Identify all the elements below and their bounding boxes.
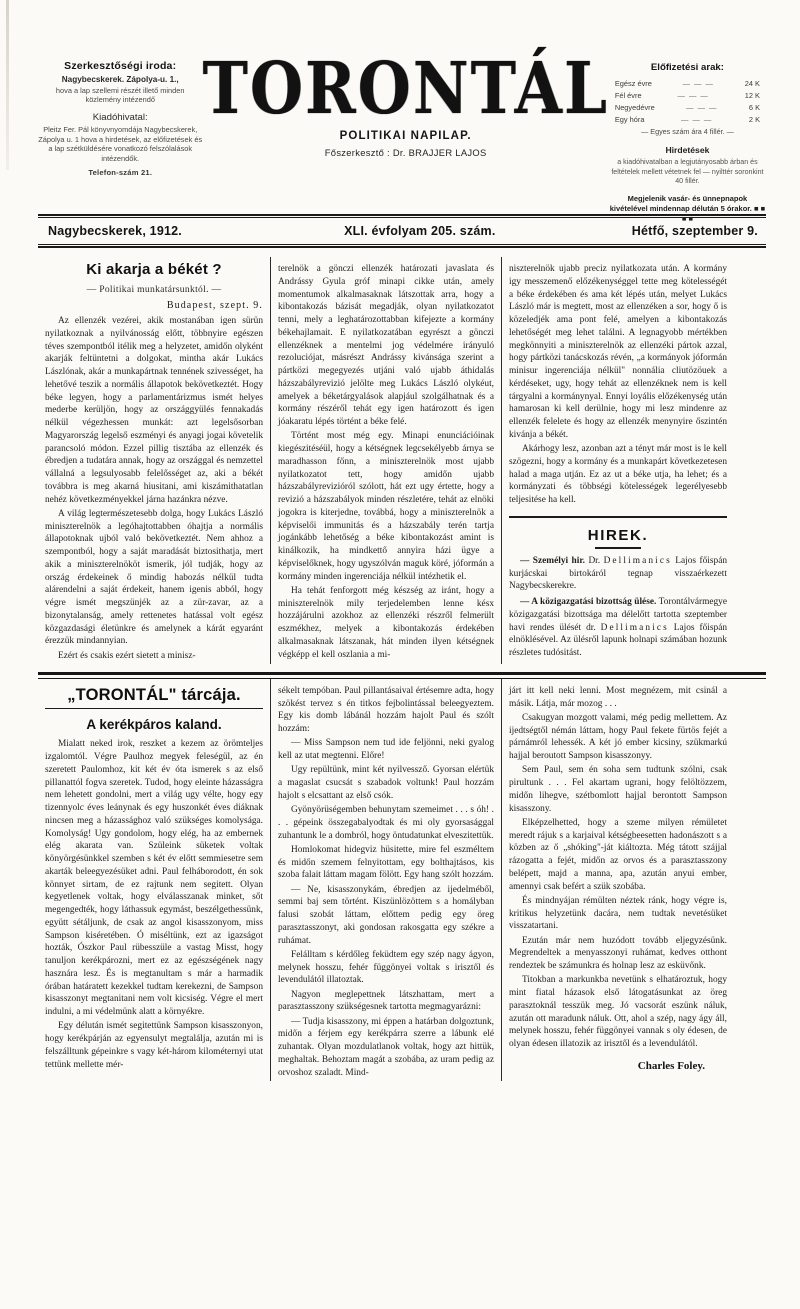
lead-paragraph: niszterelnök ujabb preciz nyilatkozata után. A kormány igy messzemenő előzékenységgel tette meg kötelességét a béke érdekében és ama két lépés után, melyet Lukács László már is megtett, most az ellenzéken a sor, hogy ő is közeledjék ama pont felé, amelyen a kibontakozás lehetőségét meg lehet találni. A legnagyobb mértékben megkönnyiti a miniszterelnök az ellenzéki pártok azzal, hogy pártközi tanácskozás révén, „a kormányok jóformán minisur ingerenciája nélkül" nonnália cliutözöuek a kérdéseket, ugy, hogy tehát az ellenzéknek nem is kell tárgyalni a kormánynyal. Ennyi loyális előzékenység után hamarosan ki kell derülnie, hogy mi lesz mindenre az ellenzék felelete és hogy az ellenzék menynyire őszintén kivánja a békét. bbox=[509, 264, 727, 440]
lead-headline: Ki akarja a békét ? bbox=[86, 261, 222, 278]
price-row bbox=[609, 102, 766, 114]
editorial-address: Nagybecskerek. Zápolya-u. 1., bbox=[61, 74, 179, 84]
feuilleton-paragraph: Gyönyörüségemben behunytam szemeimet . . . s óh! . . . gépeink összegabalyodtak és mi oly gyorsasággal zuhantunk le a dombról, hogy öntudatunkat elveszitettük. bbox=[278, 805, 494, 841]
feuilleton-column-3 bbox=[502, 679, 734, 1081]
news-section-rule bbox=[509, 516, 727, 518]
price-period: Egy hóra bbox=[614, 115, 645, 125]
feuilleton-paragraph: Homlokomat hidegviz hüsitette, mire fel eszméltem és midőn szemem felnyitottam, egy bolthajtásos, kis szoba falait láttam magam fölött. Egy hang szólt hozzám. bbox=[278, 844, 494, 881]
subscription-label: Előfizetési arak: bbox=[650, 62, 724, 73]
paper-title: TORONTÁL bbox=[202, 48, 609, 131]
news-item-lead: — Személyi hir. bbox=[520, 555, 585, 566]
advertisements-note: a kiadóhivatalban a legjutányosabb árban és feltételek mellett vétetnek fel — nyilttér soronkint 40 fillér. bbox=[611, 158, 764, 185]
lead-paragraph: Ha tehát fenforgott még készség az iránt, hogy a miniszterelnök mily terjedelemben lenne késx hozzájárulni azokhoz az ellenzéki részről felmerült eszmékhez, melyek a kibontakozás érdekében alkalmasaknak látszanak, hát minden ilyen kétségnek végképp el kell oszlania a mi- bbox=[278, 585, 494, 660]
weekday-and-date: Hétfő, szeptember 9. bbox=[631, 224, 758, 238]
column-3 bbox=[502, 257, 734, 664]
price-dots: — — — bbox=[682, 78, 714, 88]
place-and-year: Nagybecskerek, 1912. bbox=[48, 224, 182, 238]
news-section-underline bbox=[595, 547, 641, 549]
feuilleton-paragraph: — Miss Sampson nem tud ide feljönni, neki gyalog kell az utat megtenni. Előre! bbox=[278, 738, 494, 762]
feuilleton-paragraph: Sem Paul, sem én soha sem tudtunk szólni, csak pirultunk . . . Fel akartam ugrani, hogy felöltözzem, midőn lihegve, szétbomlott hajjal berontott Sampson kisasszony. bbox=[509, 765, 727, 814]
news-item-text: Dr. Dellimanics Lajos főispán kurjácskai birtokáról tegnap visszaérkezett Nagybecskerekre. bbox=[509, 555, 728, 592]
price-period: Negyedévre bbox=[614, 102, 655, 112]
column-1 bbox=[38, 257, 270, 664]
editorial-office-label: Szerkesztőségi iroda: bbox=[64, 60, 177, 72]
feuilleton-paragraph: járt itt kell neki lenni. Most megnézem, mit csinál a másik. Látja, már mozog . . . bbox=[509, 685, 727, 709]
publisher-lines: Pleitz Fer. Pál könyvnyomdája Nagybecskerek, Zápolya u. 1 hova a hirdetések, az előfizetések és a lap szétküldésére vonatkozó felszólalások intézendők. bbox=[38, 125, 203, 163]
datebar-rule-bottom bbox=[38, 244, 766, 248]
lead-paragraph: A világ legtermészetesebb dolga, hogy Lukács László miniszterelnök a legóhajtottabben óhajtja a normális állapotoknak ujból való bekövetkeztét. Nem ahhoz a szempontból, hogy a saját maradását biztosithatja, mert akik a miniszterelnököt ismerik, jól tudják, hogy az ország érdekeinek ő mindig habozás nélkül tudta alárendelni a saját érdekeit, hanem igenis abból, hogy végre ismét megszünjék az a zür-zavar, az a bizonytalanság, amely rettenetes hatással volt egész közgazdasági életünkre és amelynek a kárát egyaránt érezzük mindannyian. bbox=[45, 508, 263, 647]
feuilleton-paragraph: Csakugyan mozgott valami, még pedig mellettem. Az ijedtségtől némán láttam, hogy Paul fekete fürtös fejét a párnámról lehessék. A két jó ember kicsiny, szükmarkú hajjal beroutott Sampson kisasszonyy. bbox=[509, 712, 727, 762]
price-amount: 6 K bbox=[748, 102, 760, 112]
news-item bbox=[509, 596, 727, 660]
feuilleton-paragraph: Egy délután ismét segitettünk Sampson kisasszonyon, hogy kerékpárján az egyensulyt megtalálja, azután mi is felszálltunk gépeinkre s vagy két-három kilométernyi utat tettünk mellette mér- bbox=[45, 1021, 263, 1070]
scan-edge-artifact bbox=[6, 0, 9, 170]
lead-paragraph: Ezért és csakis ezért sietett a minisz- bbox=[58, 650, 196, 661]
price-period: Fél évre bbox=[614, 90, 642, 100]
lead-paragraph: terelnök a gönczi ellenzék határozati javaslata és Andrássy Gyula gróf minapi cikke után, amely momentumok alkalmasaknak látszottak arra, hogy a kibontakozás bázisát megadják, olyan nyilatkozatot tenni, mely a leghatározottabban kifejezte a kormány békehajlamait. E nyilatkozatában egyrészt a gönczi ellenzéknek a mentelmi jog védelmére irányuló rezoluciójat, másrészt Andrássy kivánsága szerint a pártközi megegyezés utjáni való ujabb áthidalás házszabályrevizió jelölte meg Lukács László olykéut, amelyek a béketárgyalások alapjául szolgálhatnak és a kormány részéről tehát egy igen határozott és igen jóakaratu lépés történt a béke felé. bbox=[278, 264, 494, 427]
news-item-text: Torontálvármegye közigazgatási bizottsága ma délelőtt tartotta szeptember havi rendes ülését dr. Dellimanics Lajos főispán elnöklésével. Az ülésről lapunk holnapi számában hozunk részletes tudósitást. bbox=[509, 597, 728, 658]
feuilleton-separator bbox=[38, 672, 766, 679]
feuilleton-paragraph: Titokban a markunkba nevetünk s elhatároztuk, hogy mint fiatal házasok első látogatásunkat az öreg parasztoknál tesszük meg. Jó vacsorát eszünk náluk, azután ott maradunk náluk. Ott, ahol a szép, nagy ágy áll, melynek hosszu, fehér függönyei vannak s oly édesen, de olyan édesen illatozik az irisztől és a levendulától. bbox=[509, 975, 727, 1050]
editorial-imprint-block bbox=[38, 52, 202, 178]
feuilleton-columns bbox=[38, 679, 766, 1081]
masthead bbox=[38, 48, 766, 223]
advertisements-label: Hirdetések bbox=[665, 144, 710, 155]
price-row bbox=[609, 90, 766, 102]
feuilleton-paragraph: — Tudja kisasszony, mi éppen a határban dolgoztunk, midőn a férjem egy kerékpárra szerre a lábunk elé zuhantak. Olyan mozdulatlanok voltak, hogy azt hittük, meghaltak. Behoztam magát a szobába, az uram pedig az orvoshoz szaladt. Mind- bbox=[278, 1016, 494, 1078]
price-row bbox=[609, 114, 766, 126]
price-period: Egész évre bbox=[614, 78, 652, 88]
feuilleton-story-title: A kerékpáros kaland. bbox=[86, 717, 222, 733]
price-dots: — — — bbox=[686, 102, 718, 112]
publication-schedule-note: Megjelenik vasár- és ünnepnapok kivételével mindennap délután 5 órakor. ■ ■ ■ ■ bbox=[609, 194, 766, 223]
price-amount: 12 K bbox=[744, 90, 760, 100]
feuilleton-section-title: „TORONTÁL" tárcája. bbox=[67, 685, 241, 704]
editorial-note: hova a lap szellemi részét illető minden közlemény intézendő bbox=[55, 85, 185, 105]
volume-and-issue: XLI. évfolyam 205. szám. bbox=[344, 224, 496, 238]
price-dots: — — — bbox=[677, 90, 709, 100]
news-item-person: Dellimanics bbox=[603, 555, 672, 566]
lead-paragraph: Történt most még egy. Minapi enunciációinak kiegészitéséül, hogy a kétségnek legcsekélyebb árnya se maradhasson főnn, a miniszterelnök most ujabb nyilatkozatot tett, hogy amidőn ujabb házszabályrevizióról szólott, hát ezt ugy értette, hogy a revizió a házszabályok minden részletére, tehát az elnöki jogokra is kiterjedne, továbbá, hogy a miniszterelnök a képviselői immunitás és a házszabály terén tartja jogánkább lehetőség a béke kibontakozást amint is kinálkozik, ha mindkettő annyira házi ügye a képviselőknek, hogy ugyszólván maguk köré, jóformán a kormány minden ingerenciája nélkül intézhetik el. bbox=[278, 431, 494, 582]
telephone-number: Telefon-szám 21. bbox=[88, 168, 153, 178]
feuilleton-paragraph: Elképzelhetted, hogy a szeme milyen rémületet meredt rájuk s a karjaival kétségbeesetten hadonászott s a közben az ő „shóking"-ját kiáltozta. Még tátott szájjal rázogatta a fejét, midőn az orvos és a parasztasszony belépett, majd a manna, apa, azután anyui ember, amennyi csak befért a szük szobába. bbox=[509, 817, 727, 892]
price-amount: 2 K bbox=[748, 115, 760, 125]
news-item bbox=[509, 555, 727, 593]
feuilleton-paragraph: Mialatt neked irok, reszket a kezem az örömteljes izgalomtól. Végre Paulhoz megyek feleségül, az én szeretett Paulomhoz, kit két év óta ismerek s az első pillanattól fogva szeretek. Tudod, hogy eleinte házasságra nem lehetett gondolni, mert a világ ugy vélte, hogy egy tizennyolc éves leánynak és egy huszonkét éves diáknak nincsen meg a házassághoz való szükséges komolysága. Komolyság! Ugy gondolom, hogy elég, ha az embernek elég akarata van. Szüleink süketek voltak könyörgésünkkel szemben s két év előtt semmiesetre sem akarták beleegyezésüket adni. Paul felháborodott, én sok könnyet sirtam, de ez rajtunk nem segitett. Olyan kegyetlenek voltak, hogy elválasszanak minket, sőt megengedték, hogy láthassuk egymást, beszélgethessünk, együtt sétáljunk, de csak az angol kisasszonyom, miss Sampson kiséretében. Ó miséltünk, ezt az igazságot hozták, Ószkor Paul rübesszüle a vastag Misst, hogy tanuljon kerékpározni, mert ez az egészségének nagy hasznára lesz. És is megtanultam s már a harmadik órában határatett kezekkel tudtam kerekezni, de Sampson kisasszonyt megtanitani nem volt kicsiség. Végre el mert indulni, a mi védelmünk alatt a környékre. bbox=[45, 739, 263, 1018]
publisher-label: Kiadóhivatal: bbox=[92, 111, 148, 123]
news-item-lead: — A közigazgatási bizottság ülése. bbox=[520, 597, 657, 607]
price-list bbox=[609, 78, 766, 126]
feuilleton-column-1 bbox=[38, 679, 270, 1081]
feuilleton-paragraph: És mindnyájan rémülten néztek ránk, hogy végre is, kritikus helyzetünk dacára, nem tudtak nevetésüket visszatartani. bbox=[509, 895, 727, 932]
price-amount: 24 K bbox=[744, 78, 760, 88]
column-2 bbox=[270, 257, 502, 664]
feuilleton-paragraph: Ezután már nem huzódott tovább eljegyzésünk. Megrendeltek a menyasszonyi ruhámat, kedves otthont rendeztek be számunkra és holnap lesz az esküvőnk. bbox=[509, 935, 727, 972]
price-dots: — — — bbox=[681, 115, 713, 125]
lead-byline: — Politikai munkatársunktól. — bbox=[86, 284, 222, 295]
news-section-title: HIREK. bbox=[587, 526, 649, 544]
lead-paragraph: Akárhogy lesz, azonban azt a tényt már most is le kell szögezni, hogy a kormány és a munkapárt következetesen halad a maga utján. Ez az ut a béke utja, ha lehet; és a kormányzati és többségi kötelességek legerélyesebb teljesitése ha kell. bbox=[509, 444, 727, 505]
feuilleton-signature: Charles Foley. bbox=[637, 1059, 705, 1072]
subscription-imprint-block bbox=[609, 52, 766, 224]
feuilleton-column-2 bbox=[270, 679, 502, 1081]
paper-subtitle: POLITIKAI NAPILAP. bbox=[339, 130, 472, 143]
title-block bbox=[202, 48, 609, 159]
lead-paragraph: Az ellenzék vezérei, akik mostanában igen sürün nyilatkoznak a nyilvánosság előtt, többnyire egészen téves szempontból itélik meg a helyzetet, amidőn olyként akarják feltüntetni a dolgokat, mintha akár Lukács Lászlónak, akár a munkapártnak tennének szivességet, ha lehetővé teszik a normális állapotok bekövetkeztét. Hogy béke legyen, hogy a parlamentárizmus ismét helyes mederbe kerüljön, hogy az országgyülés fennakadás nélkül végezhessen munkát: azt legelsősorban Magyarország legelső eszményi és anyagi jogai követelik parancsoló módon. Ezzel pillig tisztába az ellenzék és ébredjen a tudatára annak, hogy az országgal és nemzettel vállalná a legsulyosabb felelősséget az, aki a békét továbbra is meg akarná hiusitani, ami kiszámithatatlan nehéz következményekkel járna hazánkra nézve. bbox=[45, 316, 263, 505]
editor-in-chief: Főszerkesztő : Dr. BRAJJER LAJOS bbox=[324, 147, 487, 159]
feuilleton-paragraph: Felálltam s kérdőleg feküdtem egy szép nagy ágyon, melynek hosszu, fehér függönyei voltak s irisztől és levendulától illatoztak. bbox=[278, 949, 494, 986]
feuilleton-paragraph: — Ne, kisasszonykám, ébredjen az ijedelméből, semmi baj sem történt. Kiszünlözöttem s a homályban falusi szobát láttam, előttem pedig egy öreg parasztasszonyt, aki gondosan rakosgatta egy székre a ruhámat. bbox=[278, 884, 494, 946]
lead-dateline: Budapest, szept. 9. bbox=[166, 300, 263, 311]
single-copy-price: — Egyes szám ára 4 fillér. — bbox=[641, 127, 734, 137]
feuilleton-paragraph: sékelt tempóban. Paul pillantásaival értésemre adta, hogy szökést tervez s én titkos fejbolintással beleegyeztem. Egy kis domb lábánál hozzám hajolt Paul és szólt hozzám: bbox=[278, 685, 494, 735]
feuilleton-paragraph: Nagyon meglepettnek látszhattam, mert a parasztasszony szükségesnek tartotta megmagyarázni: bbox=[278, 989, 494, 1013]
news-item-person: Dellimanics bbox=[600, 622, 669, 633]
feuilleton-rule-thick bbox=[38, 672, 766, 676]
feuilleton-paragraph: Ugy repültünk, mint két nyilvessző. Gyorsan elértük a magaslat csucsát s szabadok voltunk! Paul hozzám hajolt s elcsattant az első csók. bbox=[278, 765, 494, 801]
feuilleton-title-underline bbox=[45, 708, 263, 710]
price-row bbox=[609, 78, 766, 90]
news-columns bbox=[38, 257, 766, 664]
newspaper-sheet bbox=[38, 48, 766, 1081]
